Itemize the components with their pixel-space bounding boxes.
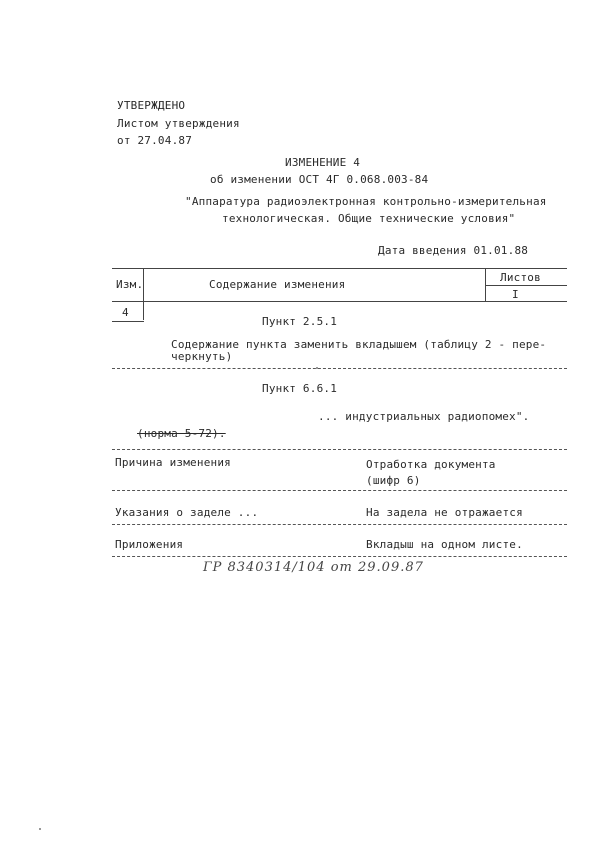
item2-text: ... индустриальных радиопомех". — [318, 410, 530, 423]
reason-separator — [112, 490, 567, 491]
handwritten-registration-note: ГР 8340314/104 от 29.09.87 — [203, 560, 424, 575]
attachments-separator — [112, 556, 567, 557]
stock-value: На задела не отражается — [366, 506, 523, 519]
change-number-value: 4 — [122, 306, 129, 319]
item1-text-line1: Содержание пункта заменить вкладышем (таблицу 2 - пере- — [171, 338, 547, 351]
table-header-bottom-border — [112, 301, 567, 302]
column-izm-header: Изм. — [116, 278, 144, 291]
sheets-divider — [485, 285, 567, 286]
column-sheets-header: Листов — [500, 271, 541, 284]
stock-separator — [112, 524, 567, 525]
document-subtitle: об изменении ОСТ 4Г 0.068.003-84 — [210, 173, 429, 186]
attachments-label: Приложения — [115, 538, 184, 551]
sheets-count-value: I — [512, 288, 519, 301]
content-bottom-separator — [112, 449, 567, 450]
stock-label: Указания о заделе ... — [115, 506, 259, 519]
approval-stamp-line1: УТВЕРЖДЕНО — [117, 99, 186, 112]
izm-column-divider — [143, 268, 144, 320]
reason-label: Причина изменения — [115, 456, 231, 469]
item2-title: Пункт 6.6.1 — [262, 382, 338, 395]
item2-struck-norm: (норма 5-72). — [137, 427, 226, 440]
document-title: ИЗМЕНЕНИЕ 4 — [285, 156, 361, 169]
sheets-column-divider — [485, 268, 486, 301]
table-top-border — [112, 268, 567, 269]
standard-name-line1: "Аппаратура радиоэлектронная контрольно-измерительная — [185, 195, 547, 208]
approval-date: от 27.04.87 — [117, 134, 193, 147]
item1-title: Пункт 2.5.1 — [262, 315, 338, 328]
approval-stamp-line2: Листом утверждения — [117, 117, 240, 130]
item1-text-line2: черкнуть) — [171, 350, 233, 363]
reason-value-line1: Отработка документа — [366, 458, 496, 471]
scan-speck — [316, 367, 318, 369]
attachments-value: Вкладыш на одном листе. — [366, 538, 523, 551]
item1-separator — [112, 368, 567, 369]
column-content-header: Содержание изменения — [209, 278, 346, 291]
standard-name-line2: технологическая. Общие технические условия" — [222, 212, 516, 225]
effective-date: Дата введения 01.01.88 — [378, 244, 529, 257]
izm-cell-bottom-border — [112, 321, 144, 322]
reason-value-line2: (шифр 6) — [366, 474, 421, 487]
scan-speck — [39, 828, 41, 830]
